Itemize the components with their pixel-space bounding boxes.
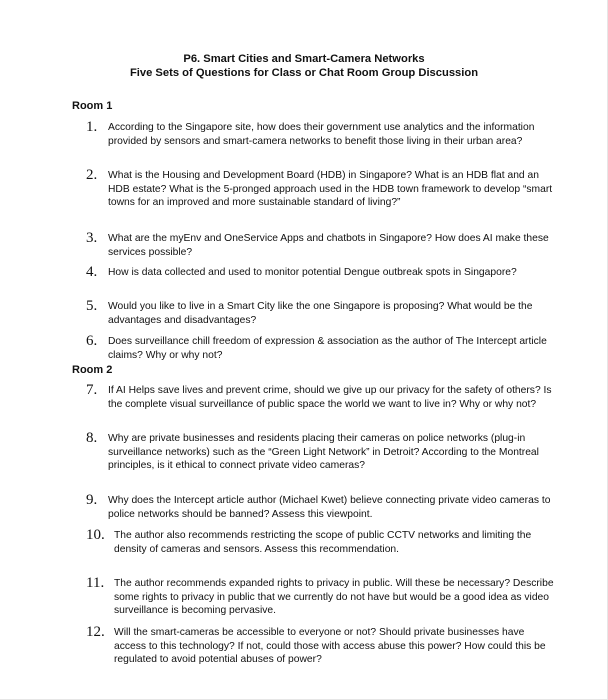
- question-text: Why are private businesses and residents placing their cameras on police networks (plug-in surveillance networks) such as the “Green Light Network” in Detroit? According to the Montreal principles, is it ethical to connect private video cameras?: [108, 433, 539, 472]
- question-number: 12.: [86, 624, 105, 640]
- question-text: The author also recommends restricting the scope of public CCTV networks and limiting the density of cameras and sensors. Assess this recommendation.: [114, 530, 532, 555]
- question-number: 11.: [86, 575, 105, 591]
- question-number: 1.: [86, 119, 98, 135]
- question-number: 3.: [86, 230, 98, 246]
- question-number: 6.: [86, 333, 98, 349]
- document-title: P6. Smart Cities and Smart-Camera Networks: [183, 53, 425, 65]
- question-text: If AI Helps save lives and prevent crime, should we give up our privacy for the safety of others? Is the complete visual surveillance of public space the world we want to live in? Why or why not?: [108, 385, 552, 410]
- question-item: [86, 626, 556, 667]
- question-item: [86, 335, 556, 362]
- question-number: 7.: [86, 382, 98, 398]
- question-item: [86, 494, 556, 521]
- question-text: Why does the Intercept article author (Michael Kwet) believe connecting private video cameras to police networks should be banned? Assess this viewpoint.: [108, 495, 551, 520]
- question-item: [86, 384, 556, 411]
- question-text: What are the myEnv and OneService Apps and chatbots in Singapore? How does AI make these services possible?: [108, 233, 549, 258]
- question-number: 2.: [86, 167, 98, 183]
- question-number: 4.: [86, 264, 98, 280]
- question-text: Does surveillance chill freedom of expression & association as the author of The Intercept article claims? Why or why not?: [108, 336, 547, 361]
- question-text: What is the Housing and Development Board (HDB) in Singapore? What is an HDB flat and an HDB estate? What is the 5-pronged approach used in the HDB town framework to develop “smart towns for an improved and more sustainable standard of living?”: [108, 170, 553, 209]
- question-text: According to the Singapore site, how does their government use analytics and the information provided by sensors and smart-camera networks to benefit those living in their urban area?: [108, 122, 535, 147]
- question-item: [86, 232, 556, 259]
- question-item: [86, 169, 556, 210]
- question-item: [86, 266, 556, 280]
- question-number: 8.: [86, 430, 98, 446]
- question-item: [86, 300, 556, 327]
- question-text: Will the smart-cameras be accessible to everyone or not? Should private businesses have access to this technology? If not, could those with access abuse this power? How could this be regulated to avoid potential abuses of power?: [114, 627, 546, 666]
- question-text: How is data collected and used to monitor potential Dengue outbreak spots in Singapore?: [108, 267, 517, 278]
- question-text: Would you like to live in a Smart City like the one Singapore is proposing? What would be the advantages and disadvantages?: [108, 301, 533, 326]
- room-2-heading: Room 2: [72, 364, 113, 376]
- question-number: 10.: [86, 527, 105, 543]
- question-item: [86, 432, 556, 473]
- room-1-heading: Room 1: [72, 100, 113, 112]
- document-subtitle: Five Sets of Questions for Class or Chat Room Group Discussion: [129, 67, 479, 79]
- question-number: 9.: [86, 492, 98, 508]
- question-number: 5.: [86, 298, 98, 314]
- question-text: The author recommends expanded rights to privacy in public. Will these be necessary? Describe some rights to privacy in public that we currently do not have but would be a good idea as video surveillance is becoming pervasive.: [114, 578, 554, 617]
- question-item: [86, 577, 556, 618]
- question-item: [86, 529, 556, 556]
- question-item: [86, 121, 556, 148]
